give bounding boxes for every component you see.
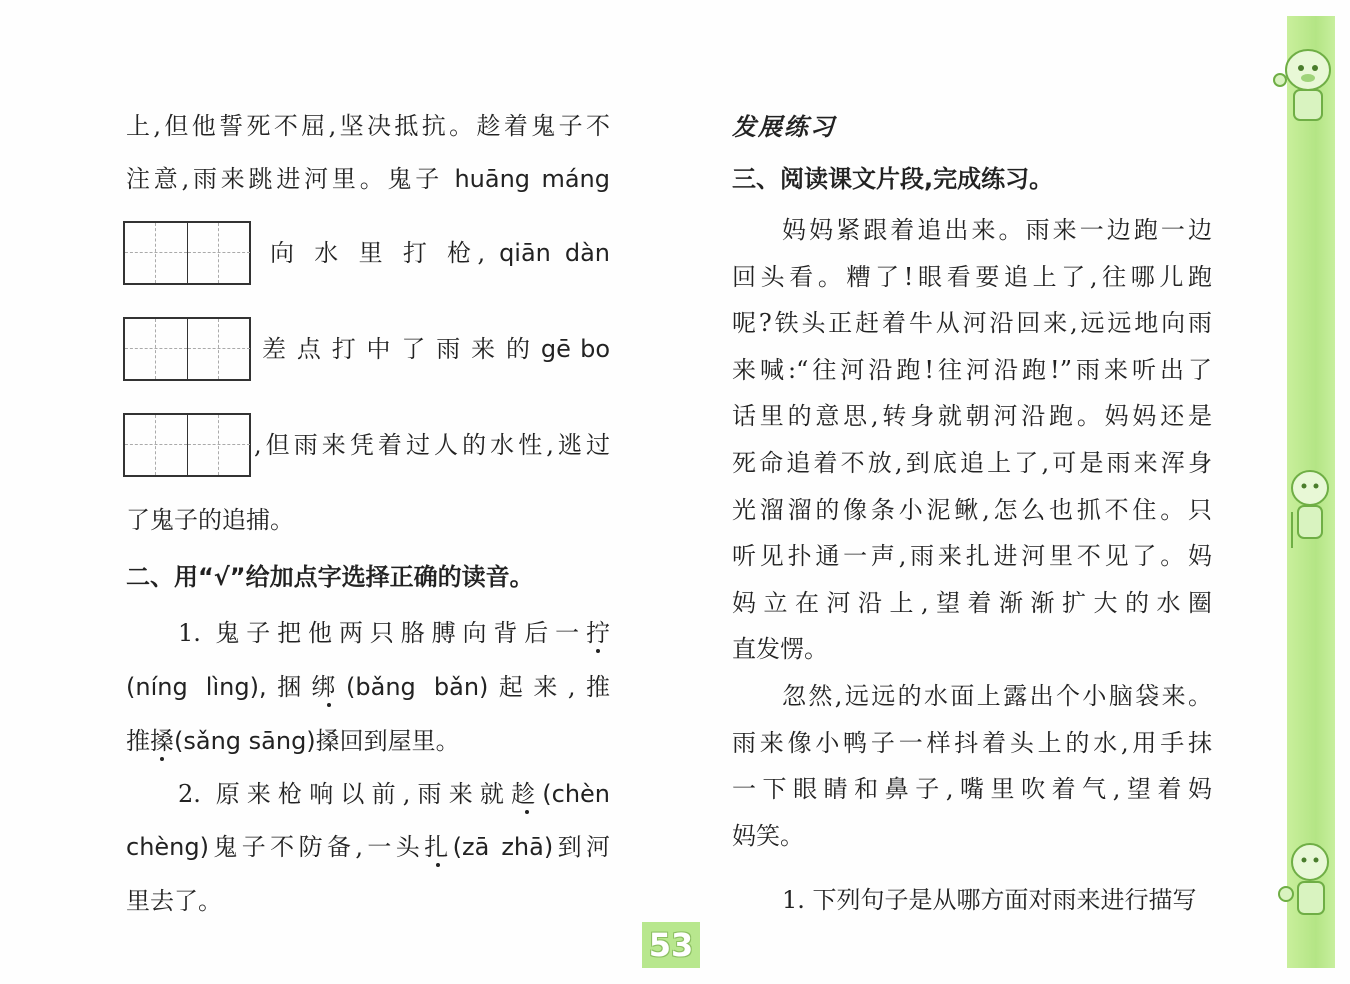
writing-grid-2[interactable] [123, 317, 251, 381]
passage-line: 忽然,远远的水面上露出个小脑袋来。 [782, 682, 1212, 710]
dotted-char: 拧 [586, 619, 610, 647]
question-1-line [126, 726, 610, 756]
question-2-line [126, 832, 610, 862]
text-span: 搡回到屋里。 [315, 727, 460, 755]
passage-line: 妈妈紧跟着追出来。雨来一边跑一边 [782, 216, 1212, 244]
page-number: 53 [642, 922, 700, 968]
text-span: 向 水 里 打 枪, [270, 239, 486, 267]
grid-cell[interactable] [188, 415, 250, 475]
passage-line: 光溜溜的像条小泥鳅,怎么也抓不住。只 [732, 495, 1212, 524]
question-1-line [126, 672, 610, 702]
passage-line: 回头看。糟了!眼看要追上了,往哪儿跑 [732, 262, 1212, 291]
section-title: 发展练习 [732, 113, 836, 141]
question-2-line [178, 779, 610, 809]
pinyin-text: huāng máng [454, 165, 610, 193]
cartoon-mascot-icon [1282, 462, 1338, 558]
text-line: 了鬼子的追捕。 [126, 506, 294, 534]
passage-line: 来喊:“往河沿跑!往河沿跑!”雨来听出了 [732, 355, 1212, 384]
grid-cell[interactable] [188, 319, 250, 379]
writing-grid-3[interactable] [123, 413, 251, 477]
passage-line: 听见扑通一声,雨来扎进河里不见了。妈 [732, 542, 1212, 571]
text-span: 二、用“ [126, 563, 214, 591]
passage-line: 一下眼睛和鼻子,嘴里吹着气,望着妈 [732, 775, 1212, 804]
text-span: 1. 鬼子把他两只胳膊向背后一 [178, 619, 586, 647]
dotted-char: 扎 [424, 833, 453, 861]
section-heading-3: 三、阅读课文片段,完成练习。 [732, 165, 1054, 193]
pinyin-options[interactable]: (níng lìng), [126, 673, 267, 701]
section-heading-2 [126, 562, 610, 592]
text-span: 鬼子不防备,一头 [208, 833, 425, 861]
passage-line: 死命追着不放,到底追上了,可是雨来浑身 [732, 449, 1212, 477]
pinyin-options[interactable]: (bǎng bǎn) [346, 673, 489, 701]
pinyin-options[interactable]: (chèn [542, 780, 611, 808]
text-span: 2. 原来枪响以前,雨来就 [178, 780, 512, 808]
grid-cell[interactable] [125, 415, 188, 475]
question-1-prompt: 1. 下列句子是从哪方面对雨来进行描写 [782, 886, 1197, 914]
text-line: ,但雨来凭着过人的水性,逃过 [254, 431, 610, 459]
pinyin-text: qiān dàn [499, 239, 610, 267]
pinyin-text: gē bo [540, 335, 611, 363]
dotted-char: 绑 [311, 673, 347, 701]
grid-cell[interactable] [188, 223, 250, 283]
grid-cell[interactable] [125, 319, 188, 379]
pinyin-options[interactable]: (zā zhā) [452, 833, 554, 861]
text-span: 推 [126, 727, 150, 755]
dotted-char: 趁 [511, 780, 543, 808]
text-span: 捆 [266, 673, 312, 701]
question-2-line: 里去了。 [126, 887, 222, 915]
cartoon-mascot-icon [1276, 836, 1340, 936]
passage-line: 话里的意思,转身就朝河沿跑。妈妈还是 [732, 402, 1212, 431]
passage-line: 妈笑。 [732, 821, 804, 850]
text-span: ”给加点字选择正确的读音。 [229, 563, 534, 591]
text-line: 上,但他誓死不屈,坚决抵抗。趁着鬼子不 [126, 112, 610, 140]
text-line [270, 238, 610, 268]
grid-cell[interactable] [125, 223, 188, 283]
text-line [126, 164, 610, 194]
cartoon-mascot-icon [1268, 36, 1342, 132]
text-span: 差 点 打 中 了 雨 来 的 [262, 335, 532, 363]
passage-line: 妈立在河沿上,望着渐渐扩大的水圈 [732, 588, 1212, 617]
text-span: 到河 [553, 833, 611, 861]
text-span: 起来,推 [488, 673, 610, 701]
passage-line: 雨来像小鸭子一样抖着头上的水,用手抹 [732, 728, 1212, 757]
passage-line: 直发愣。 [732, 635, 828, 664]
dotted-char: 搡 [150, 727, 174, 755]
pinyin-options[interactable]: chèng) [126, 833, 209, 861]
check-mark: √ [213, 563, 230, 591]
passage-line: 呢?铁头正赶着牛从河沿回来,远远地向雨 [732, 309, 1212, 338]
question-1-line [178, 618, 610, 648]
text-line [262, 334, 610, 364]
writing-grid-1[interactable] [123, 221, 251, 285]
pinyin-options[interactable]: (sǎng sāng) [174, 727, 316, 755]
text-span: 注意,雨来跳进河里。鬼子 [126, 165, 444, 193]
